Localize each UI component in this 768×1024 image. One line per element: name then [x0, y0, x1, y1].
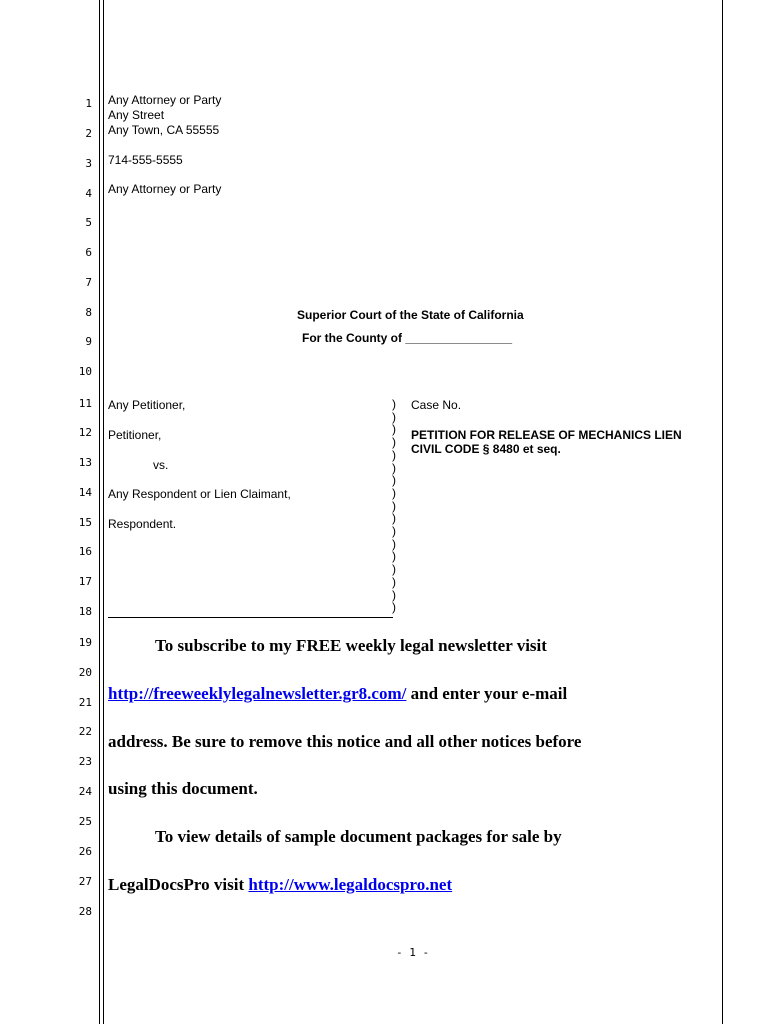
legaldocspro-link[interactable]: http://www.legaldocspro.net: [248, 875, 453, 894]
left-margin-line-inner: [103, 0, 104, 1024]
line-number: 16: [78, 545, 92, 558]
line-number: 2: [85, 127, 92, 140]
line-number: 17: [78, 575, 92, 588]
case-number-label: Case No.: [411, 398, 462, 412]
line-number: 26: [78, 845, 92, 858]
document-title-line2: CIVIL CODE § 8480 et seq.: [411, 442, 561, 456]
notice-line2-rest: and enter your e-mail: [406, 684, 568, 703]
line-number: 27: [78, 875, 92, 888]
page-number: - 1 -: [396, 946, 430, 959]
line-number: 20: [78, 666, 92, 679]
line-number: 5: [85, 216, 92, 229]
line-number: 22: [78, 725, 92, 738]
notice-line3: address. Be sure to remove this notice and all other notices before: [108, 732, 582, 751]
respondent-label: Respondent.: [108, 517, 177, 531]
line-number: 28: [78, 905, 92, 918]
attorney-for: Any Attorney or Party: [108, 182, 222, 196]
line-number: 21: [78, 696, 92, 709]
line-number: 6: [85, 246, 92, 259]
petitioner-name: Any Petitioner,: [108, 398, 186, 412]
newsletter-link[interactable]: http://freeweeklylegalnewsletter.gr8.com/: [108, 684, 407, 703]
respondent-name: Any Respondent or Lien Claimant,: [108, 487, 291, 501]
right-margin-line: [722, 0, 723, 1024]
line-number: 18: [78, 605, 92, 618]
line-number: 24: [78, 785, 92, 798]
notice-line5: To view details of sample document packages for sale by: [155, 827, 562, 846]
notice-line1: To subscribe to my FREE weekly legal newsletter visit: [155, 636, 547, 655]
notice-line6-start: LegalDocsPro visit: [108, 875, 249, 894]
line-number: 4: [85, 187, 92, 200]
caption-bottom-rule: [108, 617, 393, 618]
attorney-phone: 714-555-5555: [108, 153, 183, 167]
line-number: 8: [85, 306, 92, 319]
line-number: 25: [78, 815, 92, 828]
court-county: For the County of ________________: [302, 331, 513, 345]
attorney-city: Any Town, CA 55555: [108, 123, 220, 137]
attorney-name: Any Attorney or Party: [108, 93, 222, 107]
line-number: 12: [78, 426, 92, 439]
versus: vs.: [153, 458, 169, 472]
petitioner-label: Petitioner,: [108, 428, 162, 442]
attorney-street: Any Street: [108, 108, 165, 122]
line-number: 19: [78, 636, 92, 649]
line-number: 9: [85, 335, 92, 348]
notice-line6: [108, 875, 452, 895]
line-number: 1: [85, 97, 92, 110]
line-number: 13: [78, 456, 92, 469]
notice-line2: [108, 684, 567, 704]
line-number: 15: [78, 516, 92, 529]
line-number: 10: [78, 365, 92, 378]
line-number: 11: [78, 397, 92, 410]
line-number: 14: [78, 486, 92, 499]
document-title-line1: PETITION FOR RELEASE OF MECHANICS LIEN: [411, 428, 682, 442]
line-number: 7: [85, 276, 92, 289]
left-margin-line-outer: [99, 0, 100, 1024]
line-number: 23: [78, 755, 92, 768]
line-number: 3: [85, 157, 92, 170]
notice-line4: using this document.: [108, 779, 258, 798]
caption-parenthesis-column: ) ) ) ) ) ) ) ) ) ) ) ) ) ) ) ) ): [392, 397, 396, 615]
court-title: Superior Court of the State of California: [297, 308, 524, 322]
